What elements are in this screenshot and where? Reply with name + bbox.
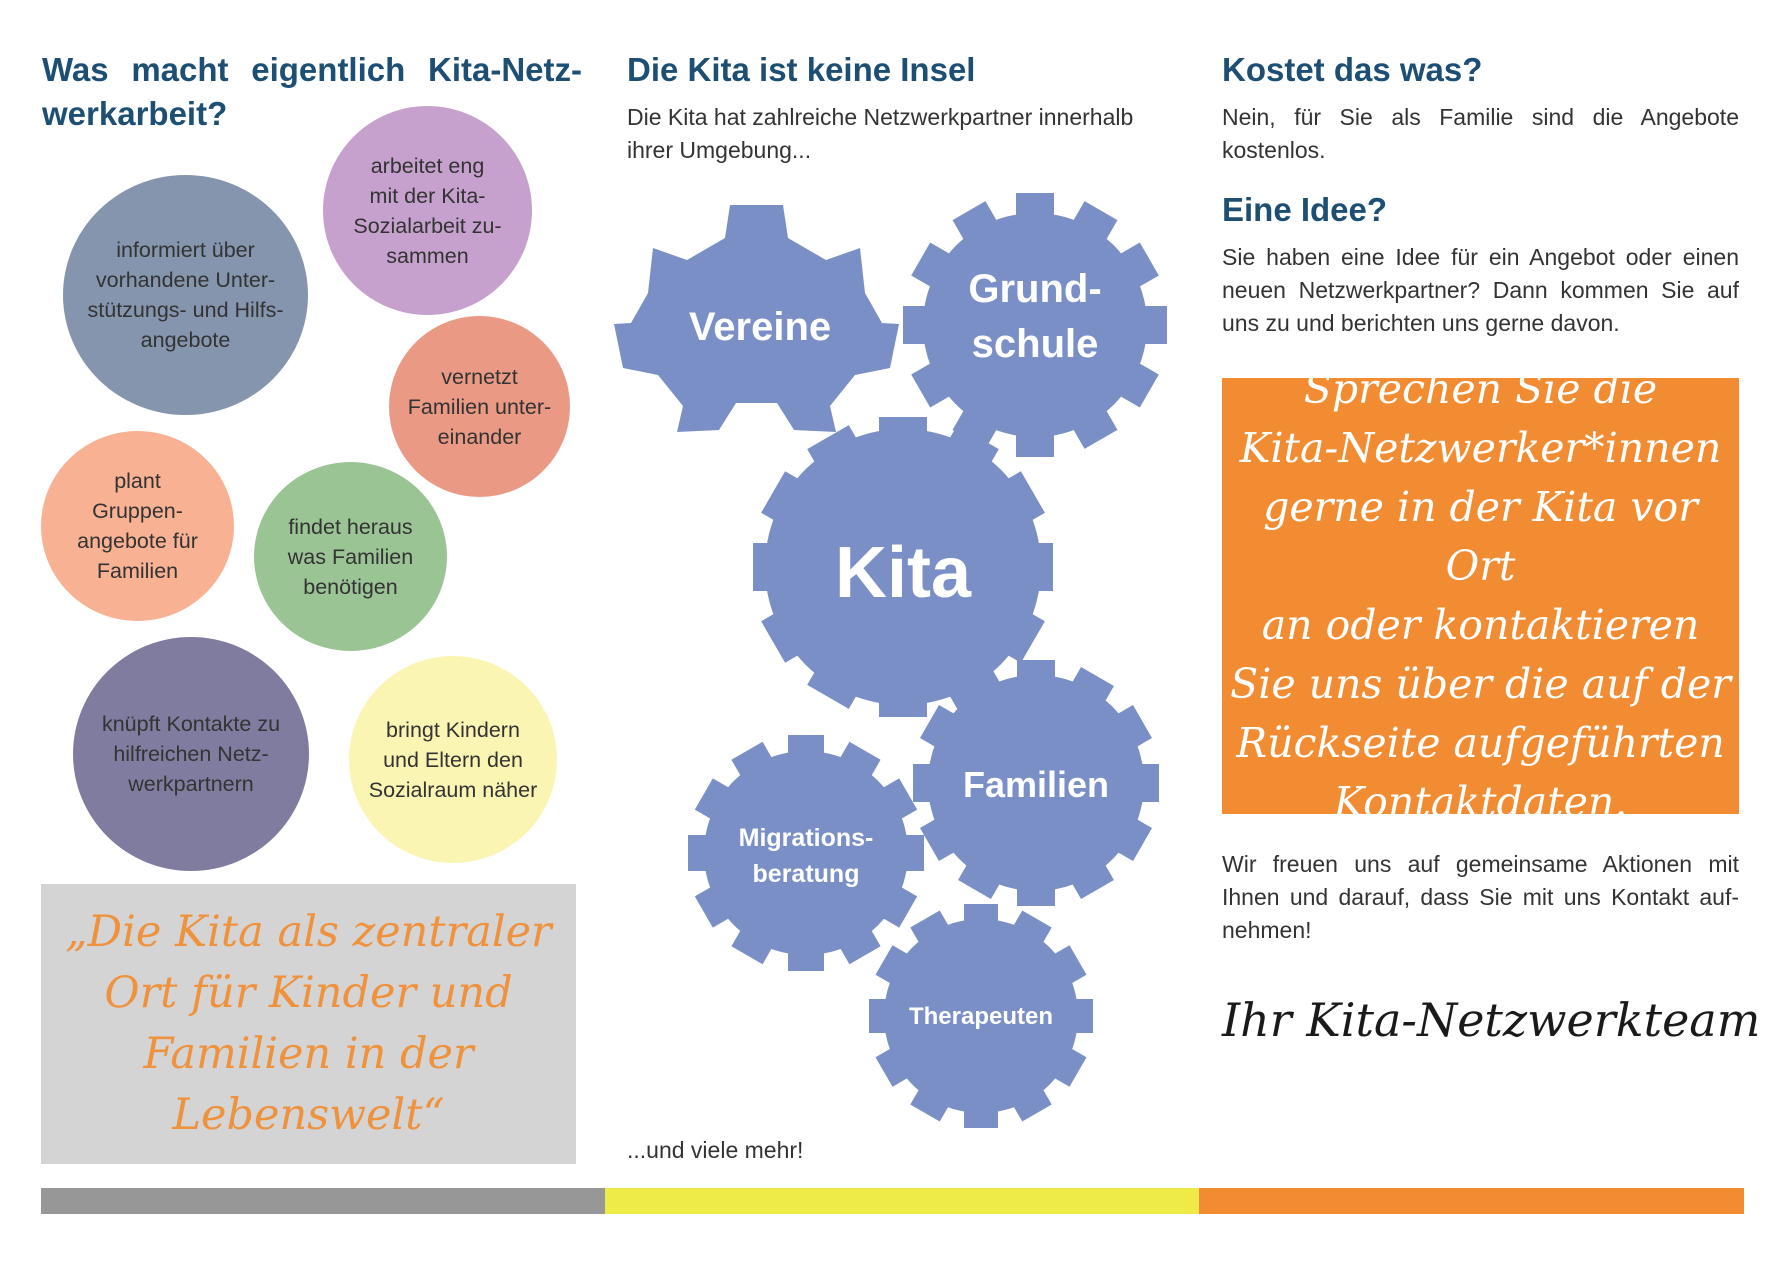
circle-bringt-text: bringt Kindern und Eltern den Sozialraum näher: [368, 717, 538, 802]
gear-vereine: [614, 205, 899, 432]
middle-intro: Die Kita hat zahlreiche Netzwerkpartner innerhalb ihrer Umgebung...: [627, 104, 1134, 163]
network-gears: [600, 180, 1180, 1140]
circle-vernetzt-text: vernetzt Familien unter- einander: [407, 364, 552, 449]
gear-kita: [753, 417, 1053, 717]
gear-therapeuten: [869, 904, 1093, 1128]
idea-text: Sie haben eine Idee für ein Angebot oder einen neuen Netzwerkpartner? Dann kommen Sie auf uns zu und berichten uns gerne davon.: [1222, 244, 1739, 336]
cta-box: [1222, 365, 1739, 826]
circle-findet-text: findet heraus was Familien benötigen: [287, 514, 414, 599]
gear-grundschule-line2: schule: [971, 322, 1099, 366]
left-heading-cont: [42, 92, 227, 136]
quote-box: [41, 884, 576, 1164]
circle-plant-text: plant Gruppen- angebote für Familien: [77, 469, 198, 583]
circle-vernetzt: [389, 316, 570, 497]
idea-heading: Eine Idee?: [1222, 191, 1388, 228]
cta-text: Sprechen Sie die Kita-Netzwerker*innen gerne in der Kita vor Ort an oder kontaktieren Sie uns über die auf der Rückseite aufgeführten Kontaktdaten.: [1230, 365, 1731, 826]
circle-informiert: [63, 175, 308, 415]
middle-heading: Die Kita ist keine Insel: [627, 51, 976, 88]
circle-findet: [254, 462, 447, 651]
circle-plant: [41, 431, 234, 621]
left-heading-line1: Was macht eigentlich Kita-Netz-: [42, 51, 582, 88]
circle-arbeitet-text: arbeitet eng mit der Kita- Sozialarbeit zu- sammen: [353, 153, 502, 268]
gear-kita-label: Kita: [834, 533, 972, 613]
quote-text: „Die Kita als zentraler Ort für Kinder und Familien in der Lebenswelt“: [65, 907, 552, 1140]
circle-knuepft: [73, 637, 309, 871]
gear-therapeuten-label: Therapeuten: [908, 1003, 1054, 1030]
cost-text: Nein, für Sie als Familie sind die Angebote kostenlos.: [1222, 104, 1739, 163]
circle-informiert-text: informiert über vorhandene Unter- stützungs- und Hilfs- angebote: [87, 238, 284, 352]
circle-arbeitet: [323, 106, 532, 315]
gear-grundschule: [903, 193, 1167, 457]
gear-migration-line2: beratung: [752, 860, 860, 888]
gear-vereine-label: Vereine: [688, 305, 832, 349]
stripe-yellow: [605, 1188, 1199, 1214]
circle-knuepft-text: knüpft Kontakte zu hilfreichen Netz- werkpartnern: [101, 712, 281, 796]
gear-familien: [913, 660, 1159, 906]
gear-grundschule-line1: Grund-: [968, 267, 1102, 311]
middle-footer: ...und viele mehr!: [627, 1137, 804, 1163]
signature: Ihr Kita-Netzwerkteam: [1222, 993, 1761, 1047]
cost-heading: Kostet das was?: [1222, 51, 1483, 88]
left-heading-line2: werkarbeit?: [42, 95, 228, 132]
gear-familien-label: Familien: [962, 764, 1110, 805]
stripe-orange: [1199, 1188, 1744, 1214]
stripe-gray: [41, 1188, 605, 1214]
circle-bringt: [349, 656, 557, 863]
closing-text: Wir freuen uns auf gemeinsame Aktionen mit Ihnen und darauf, dass Sie mit uns Kontakt auf-nehmen!: [1222, 851, 1739, 943]
left-heading: [42, 48, 582, 92]
gear-migration: [688, 735, 924, 971]
gear-migration-line1: Migrations-: [738, 824, 874, 852]
